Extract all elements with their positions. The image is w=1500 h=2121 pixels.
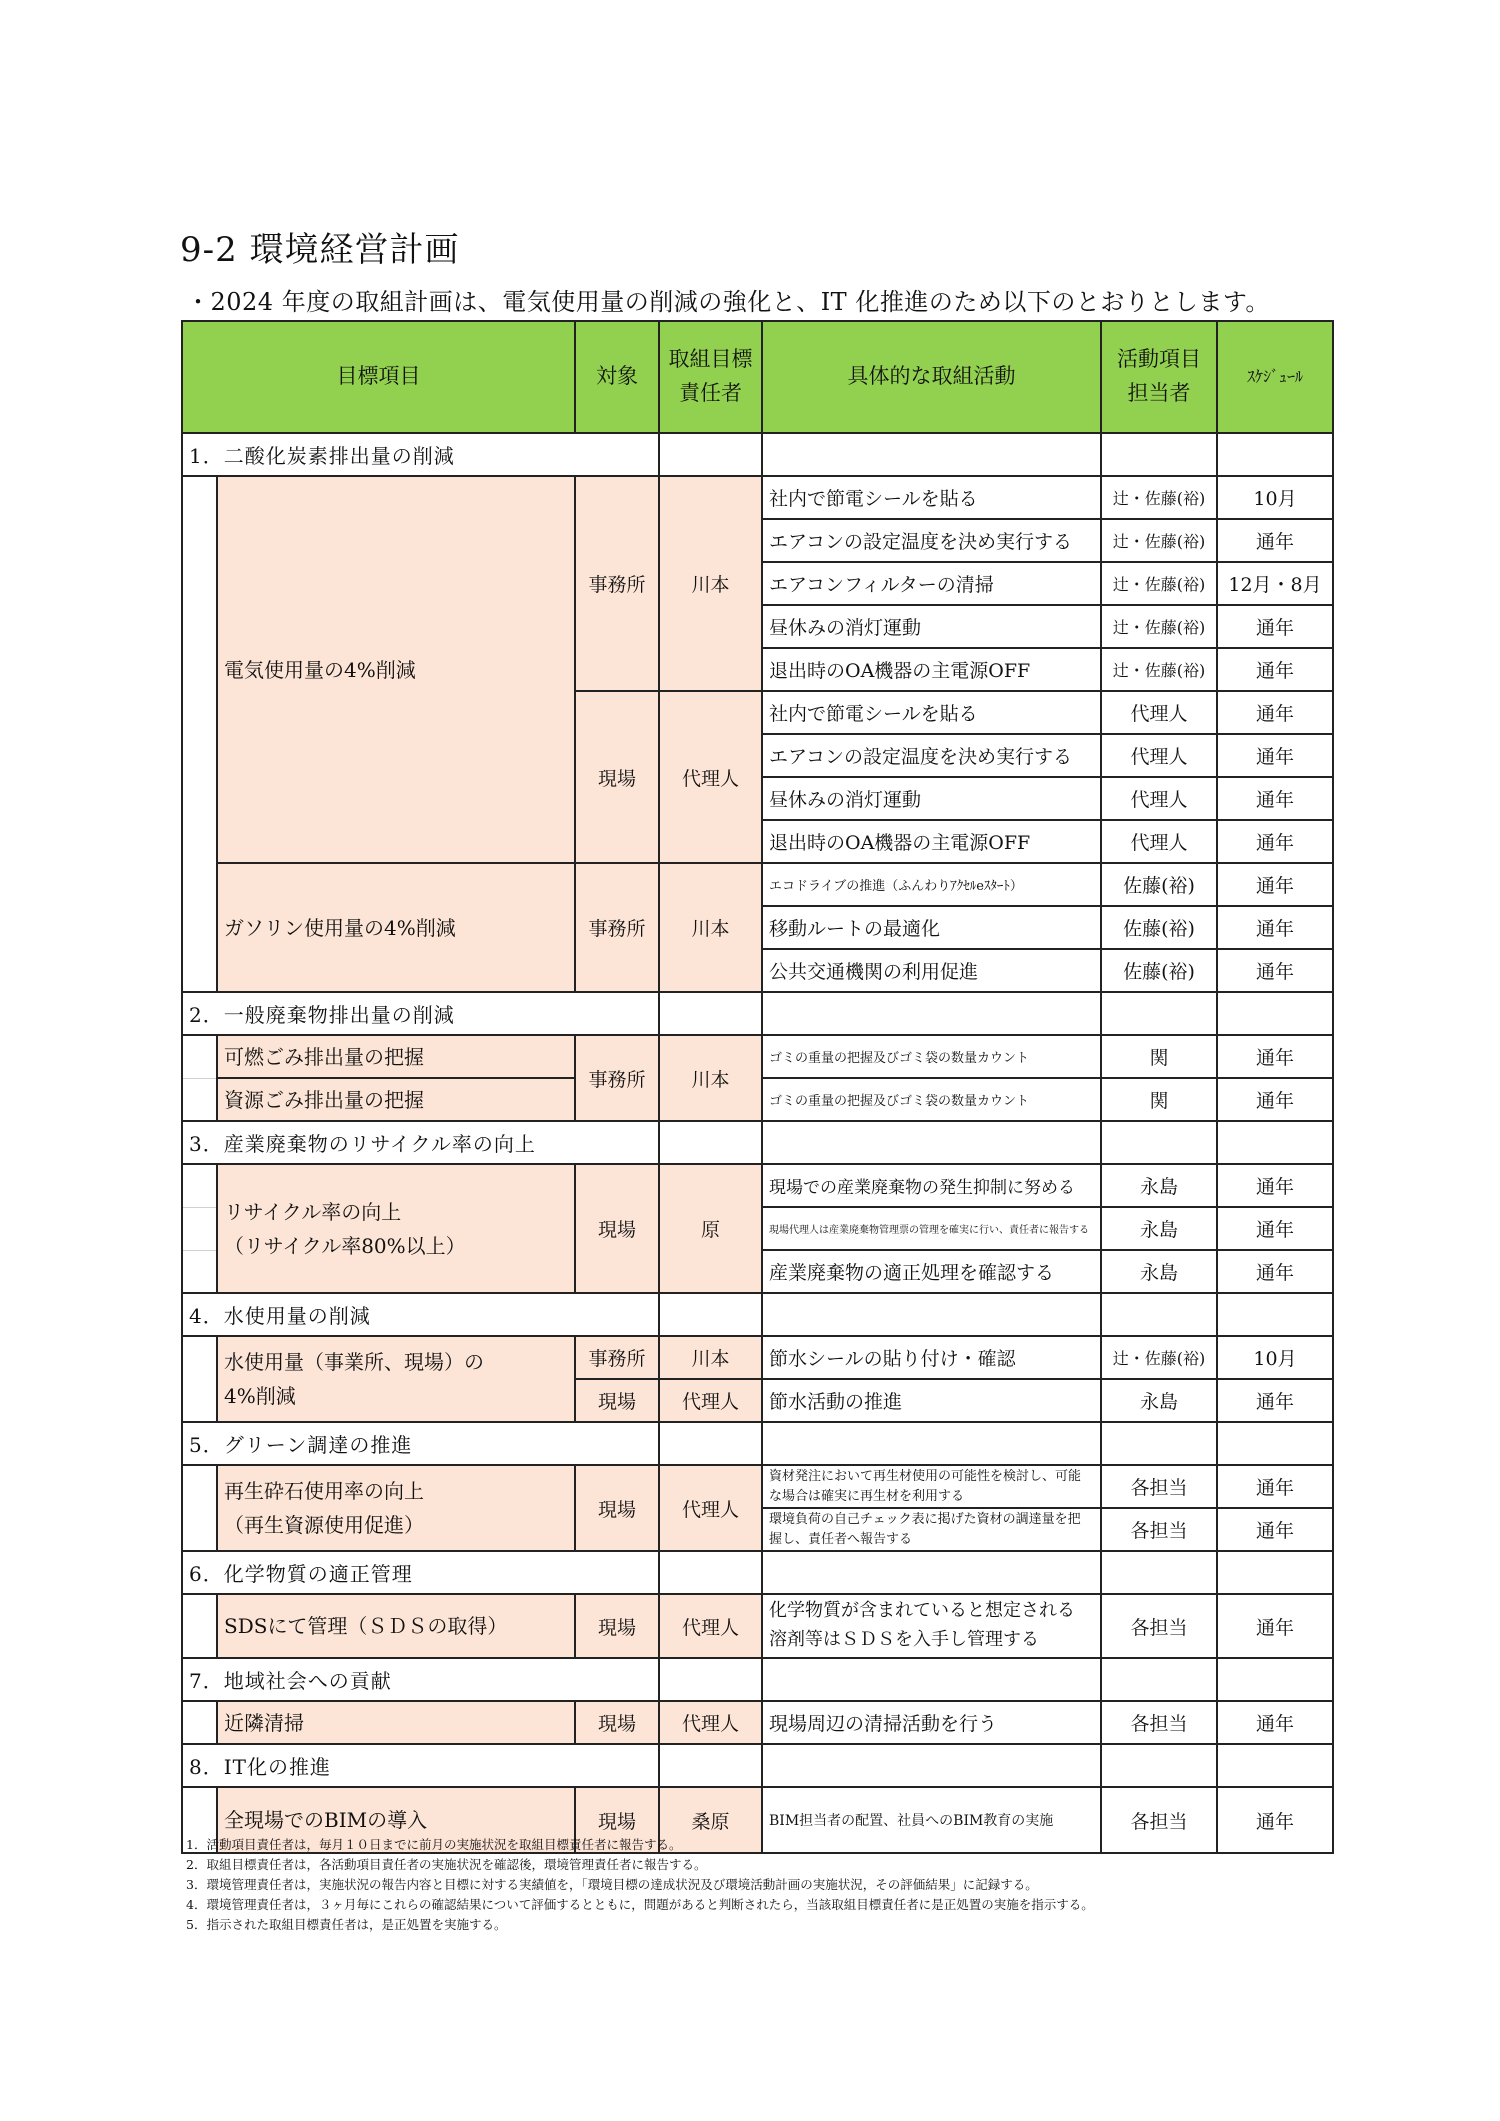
goal-cell: 全現場でのBIMの導入 (217, 1787, 575, 1853)
target-cell: 現場 (575, 1465, 659, 1551)
owner-cell: 辻・佐藤(裕) (1101, 562, 1217, 605)
goal-cell: リサイクル率の向上 （リサイクル率80%以上） (217, 1164, 575, 1293)
table-header (182, 321, 1333, 433)
activity-cell: 昼休みの消灯運動 (762, 777, 1101, 820)
footnote: 3．環境管理責任者は，実施状況の報告内容と目標に対する実績値を，「環境目標の達成状況及び環境活動計画の実施状況，その評価結果」に記録する。 (186, 1877, 1038, 1892)
target-cell: 事務所 (575, 863, 659, 992)
target-cell: 現場 (575, 1787, 659, 1853)
schedule-cell: 通年 (1217, 906, 1333, 949)
responsible-cell: 原 (659, 1164, 762, 1293)
footnotes (186, 1835, 1094, 1935)
owner-cell: 各担当 (1101, 1465, 1217, 1508)
schedule-cell: 通年 (1217, 734, 1333, 777)
owner-cell: 代理人 (1101, 777, 1217, 820)
header-schedule: ｽｹｼﾞｭｰﾙ (1217, 321, 1333, 433)
owner-cell: 佐藤(裕) (1101, 863, 1217, 906)
goal-cell: 再生砕石使用率の向上 （再生資源使用促進） (217, 1465, 575, 1551)
activity-cell: BIM担当者の配置、社員へのBIM教育の実施 (762, 1787, 1101, 1853)
schedule-cell: 10月 (1217, 1336, 1333, 1379)
owner-cell: 永島 (1101, 1379, 1217, 1422)
schedule-cell: 通年 (1217, 949, 1333, 992)
owner-cell: 代理人 (1101, 820, 1217, 863)
section-heading: 2．一般廃棄物排出量の削減 (182, 992, 659, 1035)
section-heading: 6．化学物質の適正管理 (182, 1551, 659, 1594)
responsible-cell: 川本 (659, 1336, 762, 1379)
responsible-cell: 川本 (659, 476, 762, 691)
responsible-cell: 代理人 (659, 691, 762, 863)
activity-cell: エコドライブの推進（ふんわりｱｸｾﾙeｽﾀｰﾄ） (762, 863, 1101, 906)
responsible-cell: 代理人 (659, 1594, 762, 1658)
activity-cell: 昼休みの消灯運動 (762, 605, 1101, 648)
section-heading-row (182, 1422, 1333, 1465)
activity-cell: エアコンの設定温度を決め実行する (762, 734, 1101, 777)
schedule-cell: 通年 (1217, 1508, 1333, 1551)
activity-cell: エアコンの設定温度を決め実行する (762, 519, 1101, 562)
table-row (182, 1164, 1333, 1207)
owner-cell: 永島 (1101, 1164, 1217, 1207)
responsible-cell: 代理人 (659, 1465, 762, 1551)
activity-cell: 退出時のOA機器の主電源OFF (762, 820, 1101, 863)
activity-cell: 化学物質が含まれていると想定される 溶剤等はＳＤＳを入手し管理する (762, 1594, 1101, 1658)
schedule-cell: 通年 (1217, 1701, 1333, 1744)
target-cell: 現場 (575, 1594, 659, 1658)
section-heading-row (182, 433, 1333, 476)
owner-cell: 各担当 (1101, 1508, 1217, 1551)
environmental-plan-table (181, 320, 1334, 1854)
goal-cell: SDSにて管理（ＳＤＳの取得） (217, 1594, 575, 1658)
footnote: 2．取組目標責任者は，各活動項目責任者の実施状況を確認後，環境管理責任者に報告する。 (186, 1857, 707, 1872)
schedule-cell: 通年 (1217, 648, 1333, 691)
activity-cell: 環境負荷の自己チェック表に掲げた資材の調達量を把 握し、責任者へ報告する (762, 1508, 1101, 1551)
activity-cell: 社内で節電シールを貼る (762, 691, 1101, 734)
table-row (182, 863, 1333, 906)
schedule-cell: 10月 (1217, 476, 1333, 519)
activity-cell: 節水シールの貼り付け・確認 (762, 1336, 1101, 1379)
owner-cell: 辻・佐藤(裕) (1101, 1336, 1217, 1379)
schedule-cell: 通年 (1217, 691, 1333, 734)
schedule-cell: 通年 (1217, 863, 1333, 906)
table-row (182, 1594, 1333, 1658)
owner-cell: 各担当 (1101, 1701, 1217, 1744)
responsible-cell: 代理人 (659, 1701, 762, 1744)
schedule-cell: 通年 (1217, 1035, 1333, 1078)
table-row (182, 1701, 1333, 1744)
owner-cell: 佐藤(裕) (1101, 949, 1217, 992)
activity-cell: 現場代理人は産業廃棄物管理票の管理を確実に行い、責任者に報告する (762, 1207, 1101, 1250)
table-row (182, 1035, 1333, 1078)
activity-cell: 資材発注において再生材使用の可能性を検討し、可能 な場合は確実に再生材を利用する (762, 1465, 1101, 1508)
goal-cell: 可燃ごみ排出量の把握 (217, 1035, 575, 1078)
responsible-cell: 桑原 (659, 1787, 762, 1853)
schedule-cell: 通年 (1217, 1465, 1333, 1508)
section-heading: 1．二酸化炭素排出量の削減 (182, 433, 659, 476)
activity-cell: 産業廃棄物の適正処理を確認する (762, 1250, 1101, 1293)
responsible-cell: 代理人 (659, 1379, 762, 1422)
activity-cell: エアコンフィルターの清掃 (762, 562, 1101, 605)
activity-cell: 節水活動の推進 (762, 1379, 1101, 1422)
owner-cell: 関 (1101, 1078, 1217, 1121)
activity-cell: 社内で節電シールを貼る (762, 476, 1101, 519)
header-goal: 目標項目 (182, 321, 575, 433)
section-heading: 7．地域社会への貢献 (182, 1658, 659, 1701)
page-title: 9-2 環境経営計画 (180, 230, 460, 270)
table-row (182, 476, 1333, 519)
schedule-cell: 通年 (1217, 519, 1333, 562)
owner-cell: 永島 (1101, 1250, 1217, 1293)
target-cell: 事務所 (575, 1336, 659, 1379)
target-cell: 現場 (575, 1701, 659, 1744)
schedule-cell: 通年 (1217, 777, 1333, 820)
header-target: 対象 (575, 321, 659, 433)
schedule-cell: 通年 (1217, 1164, 1333, 1207)
section-heading: 4．水使用量の削減 (182, 1293, 659, 1336)
owner-cell: 代理人 (1101, 691, 1217, 734)
schedule-cell: 通年 (1217, 1594, 1333, 1658)
owner-cell: 辻・佐藤(裕) (1101, 519, 1217, 562)
section-heading: 5．グリーン調達の推進 (182, 1422, 659, 1465)
footnote: 1．活動項目責任者は，毎月１０日までに前月の実施状況を取組目標責任者に報告する。 (186, 1837, 682, 1852)
schedule-cell: 通年 (1217, 1078, 1333, 1121)
schedule-cell: 通年 (1217, 605, 1333, 648)
activity-cell: 現場での産業廃棄物の発生抑制に努める (762, 1164, 1101, 1207)
section-heading-row (182, 1658, 1333, 1701)
footnote: 5．指示された取組目標責任者は，是正処置を実施する。 (186, 1917, 507, 1932)
table-row (182, 1465, 1333, 1508)
table-row (182, 1336, 1333, 1379)
section-heading-row (182, 1744, 1333, 1787)
goal-cell: 水使用量（事業所、現場）の 4%削減 (217, 1336, 575, 1422)
responsible-cell: 川本 (659, 1035, 762, 1121)
target-cell: 現場 (575, 1164, 659, 1293)
owner-cell: 辻・佐藤(裕) (1101, 648, 1217, 691)
responsible-cell: 川本 (659, 863, 762, 992)
goal-cell: 近隣清掃 (217, 1701, 575, 1744)
activity-cell: 退出時のOA機器の主電源OFF (762, 648, 1101, 691)
owner-cell: 各担当 (1101, 1787, 1217, 1853)
section-heading: 8．IT化の推進 (182, 1744, 659, 1787)
owner-cell: 佐藤(裕) (1101, 906, 1217, 949)
target-cell: 現場 (575, 691, 659, 863)
schedule-cell: 通年 (1217, 1207, 1333, 1250)
section-heading-row (182, 1121, 1333, 1164)
activity-cell: ゴミの重量の把握及びゴミ袋の数量カウント (762, 1035, 1101, 1078)
goal-cell: ガソリン使用量の4%削減 (217, 863, 575, 992)
target-cell: 事務所 (575, 476, 659, 691)
goal-cell: 資源ごみ排出量の把握 (217, 1078, 575, 1121)
activity-cell: 公共交通機関の利用促進 (762, 949, 1101, 992)
owner-cell: 代理人 (1101, 734, 1217, 777)
owner-cell: 辻・佐藤(裕) (1101, 605, 1217, 648)
intro-text: ・2024 年度の取組計画は、電気使用量の削減の強化と、IT 化推進のため以下のとおりとします。 (186, 288, 1270, 316)
schedule-cell: 通年 (1217, 820, 1333, 863)
target-cell: 事務所 (575, 1035, 659, 1121)
header-activity: 具体的な取組活動 (762, 321, 1101, 433)
target-cell: 現場 (575, 1379, 659, 1422)
header-owner: 活動項目 担当者 (1101, 321, 1217, 433)
owner-cell: 永島 (1101, 1207, 1217, 1250)
schedule-cell: 通年 (1217, 1787, 1333, 1853)
schedule-cell: 通年 (1217, 1250, 1333, 1293)
footnote: 4．環境管理責任者は，３ヶ月毎にこれらの確認結果について評価するとともに，問題があると判断されたら，当該取組目標責任者に是正処置の実施を指示する。 (186, 1897, 1094, 1912)
owner-cell: 各担当 (1101, 1594, 1217, 1658)
section-heading-row (182, 992, 1333, 1035)
activity-cell: 現場周辺の清掃活動を行う (762, 1701, 1101, 1744)
section-heading: 3．産業廃棄物のリサイクル率の向上 (182, 1121, 659, 1164)
section-heading-row (182, 1293, 1333, 1336)
activity-cell: 移動ルートの最適化 (762, 906, 1101, 949)
owner-cell: 辻・佐藤(裕) (1101, 476, 1217, 519)
goal-cell: 電気使用量の4%削減 (217, 476, 575, 863)
schedule-cell: 通年 (1217, 1379, 1333, 1422)
header-responsible: 取組目標 責任者 (659, 321, 762, 433)
owner-cell: 関 (1101, 1035, 1217, 1078)
schedule-cell: 12月・8月 (1217, 562, 1333, 605)
activity-cell: ゴミの重量の把握及びゴミ袋の数量カウント (762, 1078, 1101, 1121)
section-heading-row (182, 1551, 1333, 1594)
